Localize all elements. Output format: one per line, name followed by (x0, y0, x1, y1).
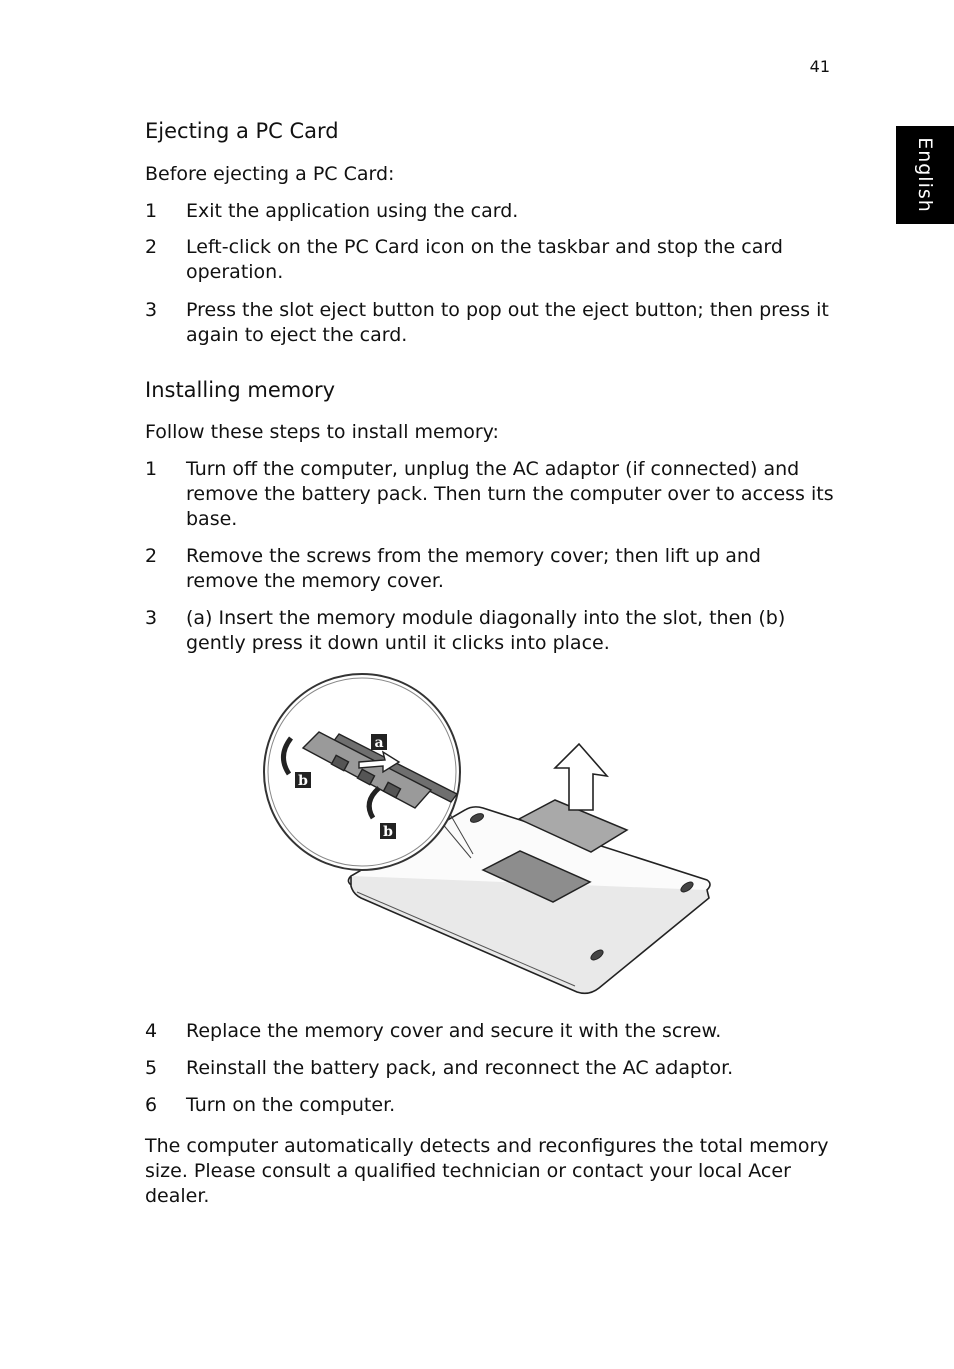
step-number: 2 (145, 236, 158, 258)
label-b (380, 823, 396, 840)
step-text: Press the slot eject button to pop out the eject button; then press it again to eject the card. (186, 299, 829, 346)
list-item (145, 298, 835, 348)
step-number: 3 (145, 299, 158, 321)
section-intro (145, 162, 835, 187)
step-text: Replace the memory cover and secure it with the screw. (186, 1020, 722, 1042)
step-text: Left-click on the PC Card icon on the taskbar and stop the card operation. (186, 236, 783, 283)
intro-text: Before ejecting a PC Card: (145, 163, 395, 185)
list-item (145, 457, 835, 532)
language-tab (896, 126, 954, 224)
label-a-text: a (374, 735, 384, 751)
laptop-memory-diagram (255, 672, 725, 1002)
list-item (145, 1019, 835, 1044)
step-number: 4 (145, 1020, 158, 1042)
closing-text: The computer automatically detects and reconfigures the total memory size. Please consult a qualified technician or contact your local Acer dealer. (145, 1135, 829, 1207)
page-number: 41 (809, 57, 830, 76)
step-number: 2 (145, 545, 158, 567)
language-tab-label: English (914, 137, 936, 213)
list-item (145, 235, 835, 285)
step-text: Turn off the computer, unplug the AC adaptor (if connected) and remove the battery pack. Then turn the computer over to access its base. (186, 458, 834, 530)
step-number: 3 (145, 607, 158, 629)
list-item (145, 1056, 835, 1081)
step-number: 6 (145, 1094, 158, 1116)
step-text: Exit the application using the card. (186, 200, 519, 222)
list-item (145, 199, 835, 224)
list-item (145, 606, 835, 656)
section-heading: Ejecting a PC Card (145, 119, 339, 143)
section-memory (145, 377, 835, 403)
label-a (371, 734, 387, 751)
step-number: 1 (145, 200, 158, 222)
memory-install-illustration (255, 672, 725, 1002)
list-item (145, 1093, 835, 1118)
intro-text: Follow these steps to install memory: (145, 421, 499, 443)
step-text: (a) Insert the memory module diagonally into the slot, then (b) gently press it down until it clicks into place. (186, 607, 786, 654)
step-text: Reinstall the battery pack, and reconnect the AC adaptor. (186, 1057, 734, 1079)
section-heading: Installing memory (145, 378, 336, 402)
step-text: Turn on the computer. (186, 1094, 396, 1116)
label-b-text: b (298, 773, 308, 789)
step-number: 1 (145, 458, 158, 480)
closing-paragraph (145, 1134, 835, 1209)
lift-arrow-icon (555, 744, 607, 810)
section-intro (145, 420, 835, 445)
label-b (295, 772, 311, 789)
list-item (145, 544, 835, 594)
step-number: 5 (145, 1057, 158, 1079)
section-eject (145, 118, 835, 144)
step-text: Remove the screws from the memory cover; then lift up and remove the memory cover. (186, 545, 761, 592)
label-b-text: b (383, 824, 393, 840)
